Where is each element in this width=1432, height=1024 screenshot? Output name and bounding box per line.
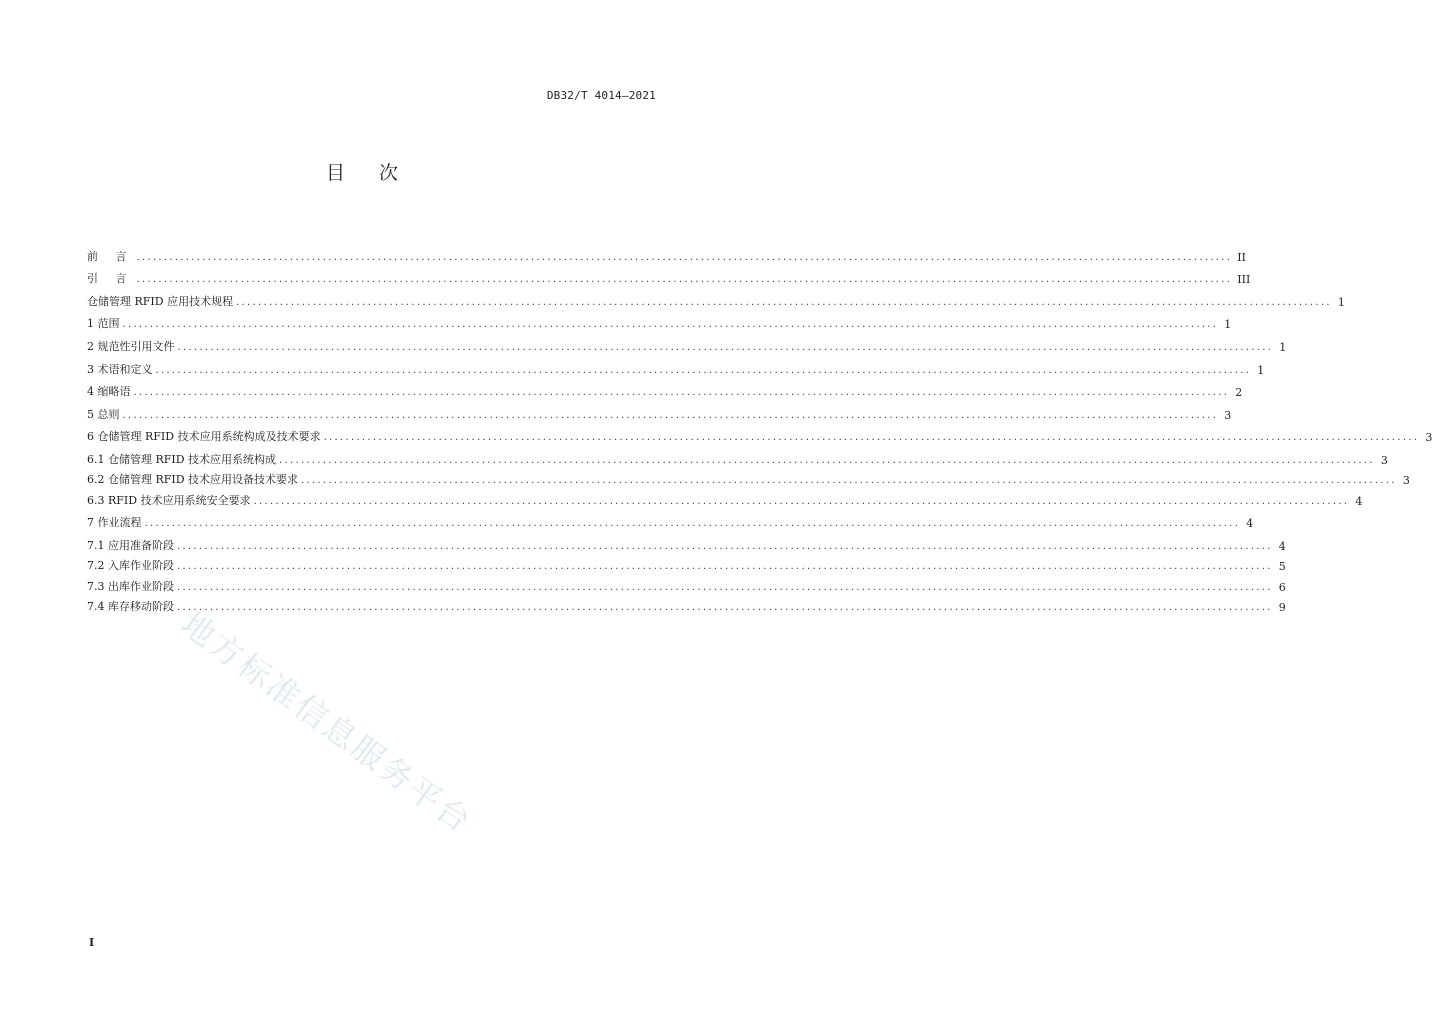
toc-entry[interactable] — [87, 422, 1432, 445]
toc-entry[interactable] — [87, 508, 1254, 531]
toc-title: 目 次 — [325, 162, 413, 184]
toc-leader-dots: ........................................................................................................................................................................................................ — [177, 602, 1273, 614]
toc-entry-page: 9 — [1278, 601, 1286, 615]
document-code: DB32/T 4014—2021 — [546, 89, 656, 102]
toc-entry[interactable] — [87, 553, 1286, 574]
toc-entry-page: 3 — [1425, 431, 1432, 445]
toc-entry[interactable] — [87, 286, 1345, 309]
toc-entry-page: 1 — [1257, 363, 1265, 377]
toc-leader-dots: ........................................................................................................................................................................................................ — [133, 387, 1230, 399]
toc-leader-dots: ........................................................................................................................................................................................................ — [323, 432, 1420, 444]
toc-entry-label: 5 总则 — [87, 407, 120, 421]
toc-entry-page: 3 — [1380, 453, 1388, 467]
toc-leader-dots: ........................................................................................................................................................................................................ — [136, 274, 1233, 286]
watermark: 地方标准信息服务平台 — [174, 604, 480, 842]
toc-entry-page: 6 — [1278, 580, 1286, 594]
toc-entry[interactable] — [87, 264, 1251, 287]
toc-entry[interactable] — [87, 331, 1287, 354]
toc-entry[interactable] — [87, 399, 1232, 422]
toc-entry-label: 仓储管理 RFID 应用技术规程 — [87, 294, 234, 308]
toc-entry[interactable] — [87, 377, 1243, 400]
toc-entry[interactable] — [87, 309, 1232, 332]
toc-entry[interactable] — [87, 446, 1388, 467]
toc-entry[interactable] — [87, 573, 1286, 594]
toc-leader-dots: ........................................................................................................................................................................................................ — [122, 409, 1219, 421]
toc-entry[interactable] — [87, 594, 1286, 615]
toc-leader-dots: ........................................................................................................................................................................................................ — [253, 495, 1350, 507]
toc-leader-dots: ........................................................................................................................................................................................................ — [177, 540, 1273, 552]
toc-entry-page: III — [1237, 273, 1251, 287]
toc-leader-dots: ........................................................................................................................................................................................................ — [177, 341, 1274, 353]
toc-entry-page: 3 — [1224, 408, 1232, 422]
toc-entry-label: 7.2 入库作业阶段 — [87, 559, 174, 573]
toc-leader-dots: ........................................................................................................................................................................................................ — [177, 561, 1273, 573]
toc-leader-dots: ........................................................................................................................................................................................................ — [136, 251, 1233, 263]
toc-entry[interactable] — [87, 467, 1410, 488]
toc-entry-page: 4 — [1246, 517, 1254, 531]
toc-entry-page: 4 — [1278, 539, 1286, 553]
toc-leader-dots: ........................................................................................................................................................................................................ — [236, 296, 1332, 308]
toc-entry-label: 3 术语和定义 — [87, 362, 153, 376]
toc-entry-label: 7.3 出库作业阶段 — [87, 579, 174, 593]
toc-entry-label: 2 规范性引用文件 — [87, 339, 175, 353]
toc-entry-label: 引 言 — [87, 272, 134, 286]
toc-entry-page: 1 — [1337, 295, 1345, 309]
toc-leader-dots: ........................................................................................................................................................................................................ — [144, 518, 1241, 530]
toc-entry-page: 5 — [1278, 560, 1286, 574]
toc-entry-page: 4 — [1355, 494, 1363, 508]
toc-entry-label: 7.4 库存移动阶段 — [87, 600, 174, 614]
toc-entry-label: 6.1 仓储管理 RFID 技术应用系统构成 — [87, 452, 277, 466]
toc-leader-dots: ........................................................................................................................................................................................................ — [177, 581, 1273, 593]
toc-entry[interactable] — [87, 241, 1246, 264]
toc-entry-page: 1 — [1279, 340, 1287, 354]
toc-leader-dots: ........................................................................................................................................................................................................ — [155, 364, 1252, 376]
toc-entry-label: 6.2 仓储管理 RFID 技术应用设备技术要求 — [87, 473, 299, 487]
toc-entry-page: 2 — [1235, 386, 1243, 400]
toc-leader-dots: ........................................................................................................................................................................................................ — [301, 475, 1397, 487]
toc-entry-label: 6.3 RFID 技术应用系统安全要求 — [87, 493, 251, 507]
toc-entry-page: II — [1237, 250, 1246, 264]
toc-entry-label: 1 范围 — [87, 317, 120, 331]
toc-entry[interactable] — [87, 354, 1265, 377]
toc-entry-label: 7.1 应用准备阶段 — [87, 538, 174, 552]
table-of-contents — [87, 241, 1432, 615]
toc-entry-label: 前 言 — [87, 249, 134, 263]
toc-entry-label: 6 仓储管理 RFID 技术应用系统构成及技术要求 — [87, 430, 321, 444]
toc-entry-page: 1 — [1224, 318, 1232, 332]
toc-entry[interactable] — [87, 532, 1286, 553]
toc-entry[interactable] — [87, 487, 1363, 508]
toc-entry-label: 4 缩略语 — [87, 385, 131, 399]
toc-entry-page: 3 — [1402, 474, 1410, 488]
toc-entry-label: 7 作业流程 — [87, 516, 142, 530]
page-number: I — [89, 936, 95, 949]
toc-leader-dots: ........................................................................................................................................................................................................ — [122, 319, 1219, 331]
toc-leader-dots: ........................................................................................................................................................................................................ — [279, 454, 1375, 466]
